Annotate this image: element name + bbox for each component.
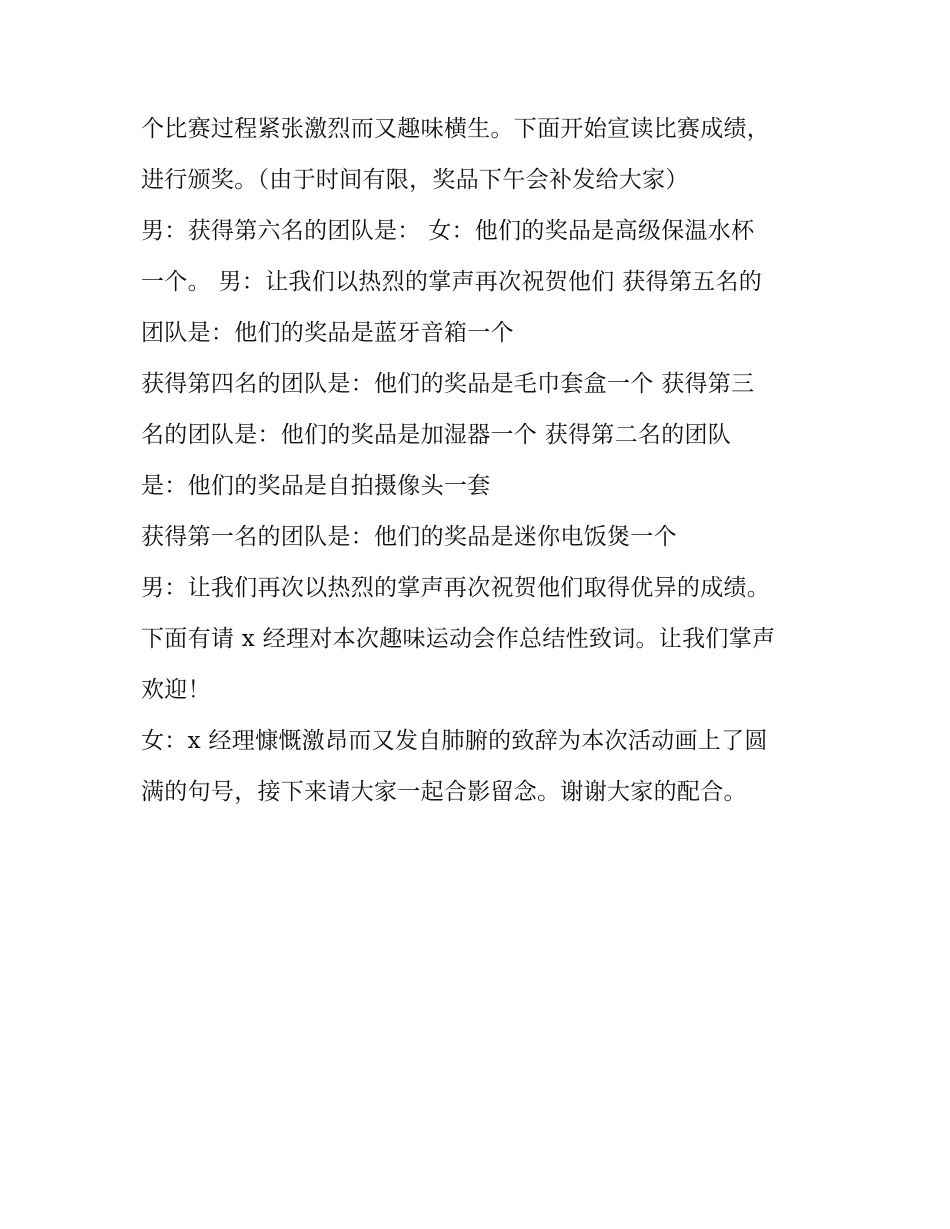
text-line: 男：获得第六名的团队是： 女：他们的奖品是高级保温水杯: [141, 218, 755, 244]
text-line: 女：x 经理慷慨激昂而又发自肺腑的致辞为本次活动画上了圆: [141, 728, 768, 754]
text-line: 男：让我们再次以热烈的掌声再次祝贺他们取得优异的成绩。: [141, 575, 771, 601]
text-line: 是：他们的奖品是自拍摄像头一套: [141, 473, 491, 499]
text-line: 满的句号，接下来请大家一起合影留念。谢谢大家的配合。: [141, 779, 747, 805]
document-body: [141, 104, 821, 818]
text-line: 名的团队是：他们的奖品是加湿器一个 获得第二名的团队: [141, 422, 732, 448]
text-line: 团队是：他们的奖品是蓝牙音箱一个: [141, 320, 514, 346]
text-line: 获得第四名的团队是：他们的奖品是毛巾套盒一个 获得第三: [141, 371, 755, 397]
text-line: 下面有请 x 经理对本次趣味运动会作总结性致词。让我们掌声: [141, 626, 776, 652]
text-line: 一个。 男：让我们以热烈的掌声再次祝贺他们 获得第五名的: [141, 269, 763, 295]
text-line: 获得第一名的团队是：他们的奖品是迷你电饭煲一个: [141, 524, 677, 550]
text-line: 进行颁奖。（由于时间有限，奖品下午会补发给大家）: [141, 167, 689, 193]
text-line: 个比赛过程紧张激烈而又趣味横生。下面开始宣读比赛成绩，: [141, 116, 771, 142]
text-line: 欢迎！: [141, 677, 211, 703]
